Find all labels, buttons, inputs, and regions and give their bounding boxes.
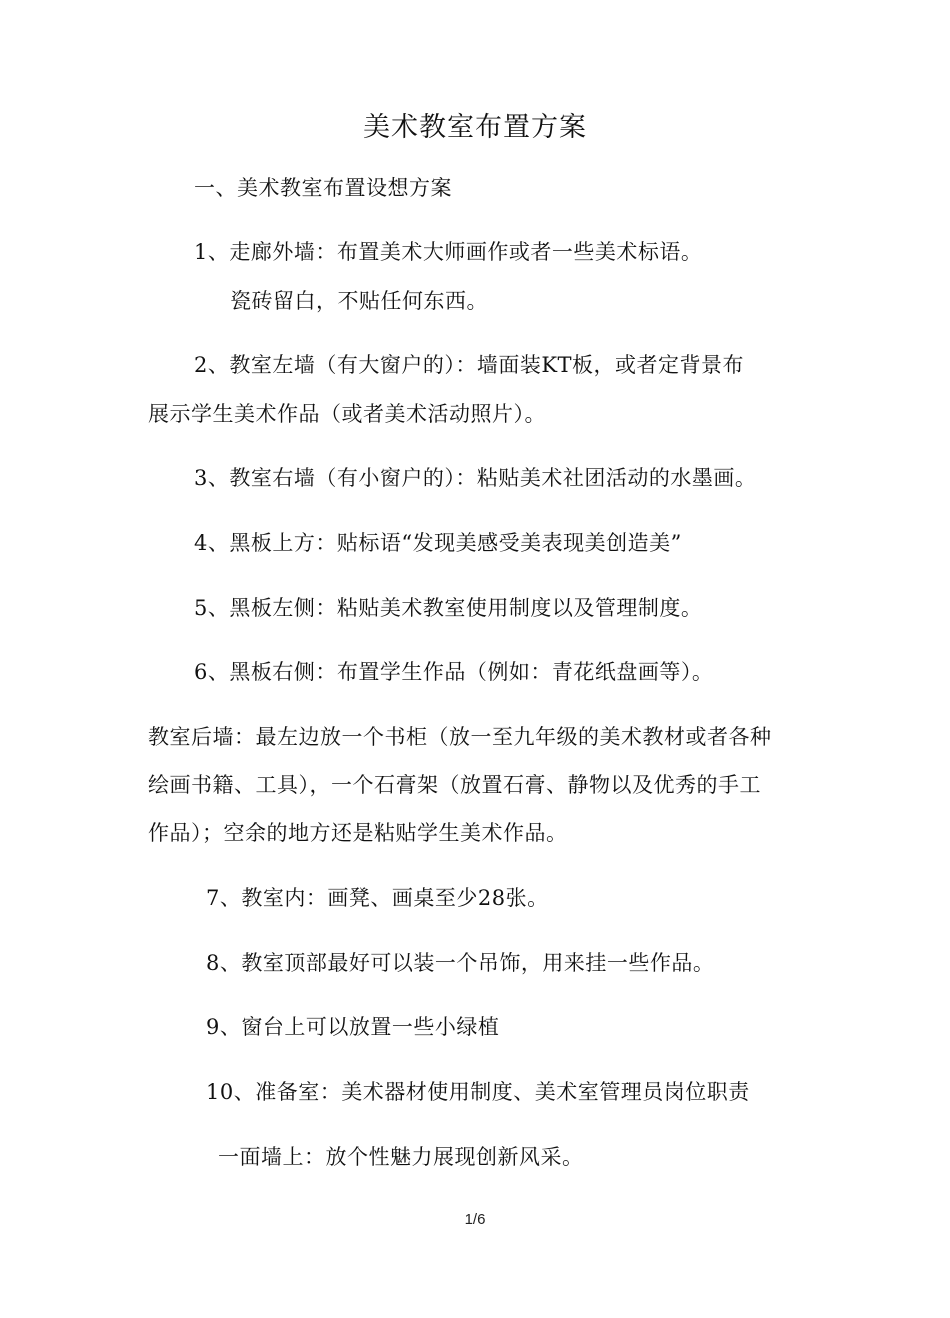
paragraph-line: 7、教室内：画凳、画桌至少28张。 (206, 886, 549, 910)
paragraph-line: 1、走廊外墙：布置美术大师画作或者一些美术标语。 (194, 240, 703, 264)
paragraph-line: 6、黑板右侧：布置学生作品（例如：青花纸盘画等）。 (194, 660, 714, 684)
paragraph-line: 4、黑板上方：贴标语“发现美感受美表现美创造美” (194, 531, 682, 555)
paragraph-line: 教室后墙：最左边放一个书柜（放一至九年级的美术教材或者各种 (148, 725, 772, 749)
paragraph-line: 一面墙上：放个性魅力展现创新风采。 (218, 1145, 584, 1169)
paragraph-line: 5、黑板左侧：粘贴美术教室使用制度以及管理制度。 (194, 596, 703, 620)
paragraph-line: 绘画书籍、工具），一个石膏架（放置石膏、静物以及优秀的手工 (148, 773, 761, 797)
paragraph-line: 8、教室顶部最好可以装一个吊饰，用来挂一些作品。 (206, 951, 715, 975)
paragraph-line: 作品）；空余的地方还是粘贴学生美术作品。 (148, 821, 568, 845)
section-heading: 一、美术教室布置设想方案 (194, 176, 452, 200)
paragraph-line: 3、教室右墙（有小窗户的）：粘贴美术社团活动的水墨画。 (194, 466, 757, 490)
document-title: 美术教室布置方案 (363, 112, 587, 143)
paragraph-line: 9、窗台上可以放置一些小绿植 (206, 1015, 500, 1039)
paragraph-line: 2、教室左墙（有大窗户的）：墙面装KT板，或者定背景布 (194, 353, 745, 377)
paragraph-line: 展示学生美术作品（或者美术活动照片）。 (148, 402, 546, 426)
paragraph-line: 瓷砖留白，不贴任何东西。 (230, 289, 488, 313)
paragraph-line: 10、准备室：美术器材使用制度、美术室管理员岗位职责 (206, 1080, 750, 1104)
page-number: 1/6 (464, 1211, 486, 1228)
